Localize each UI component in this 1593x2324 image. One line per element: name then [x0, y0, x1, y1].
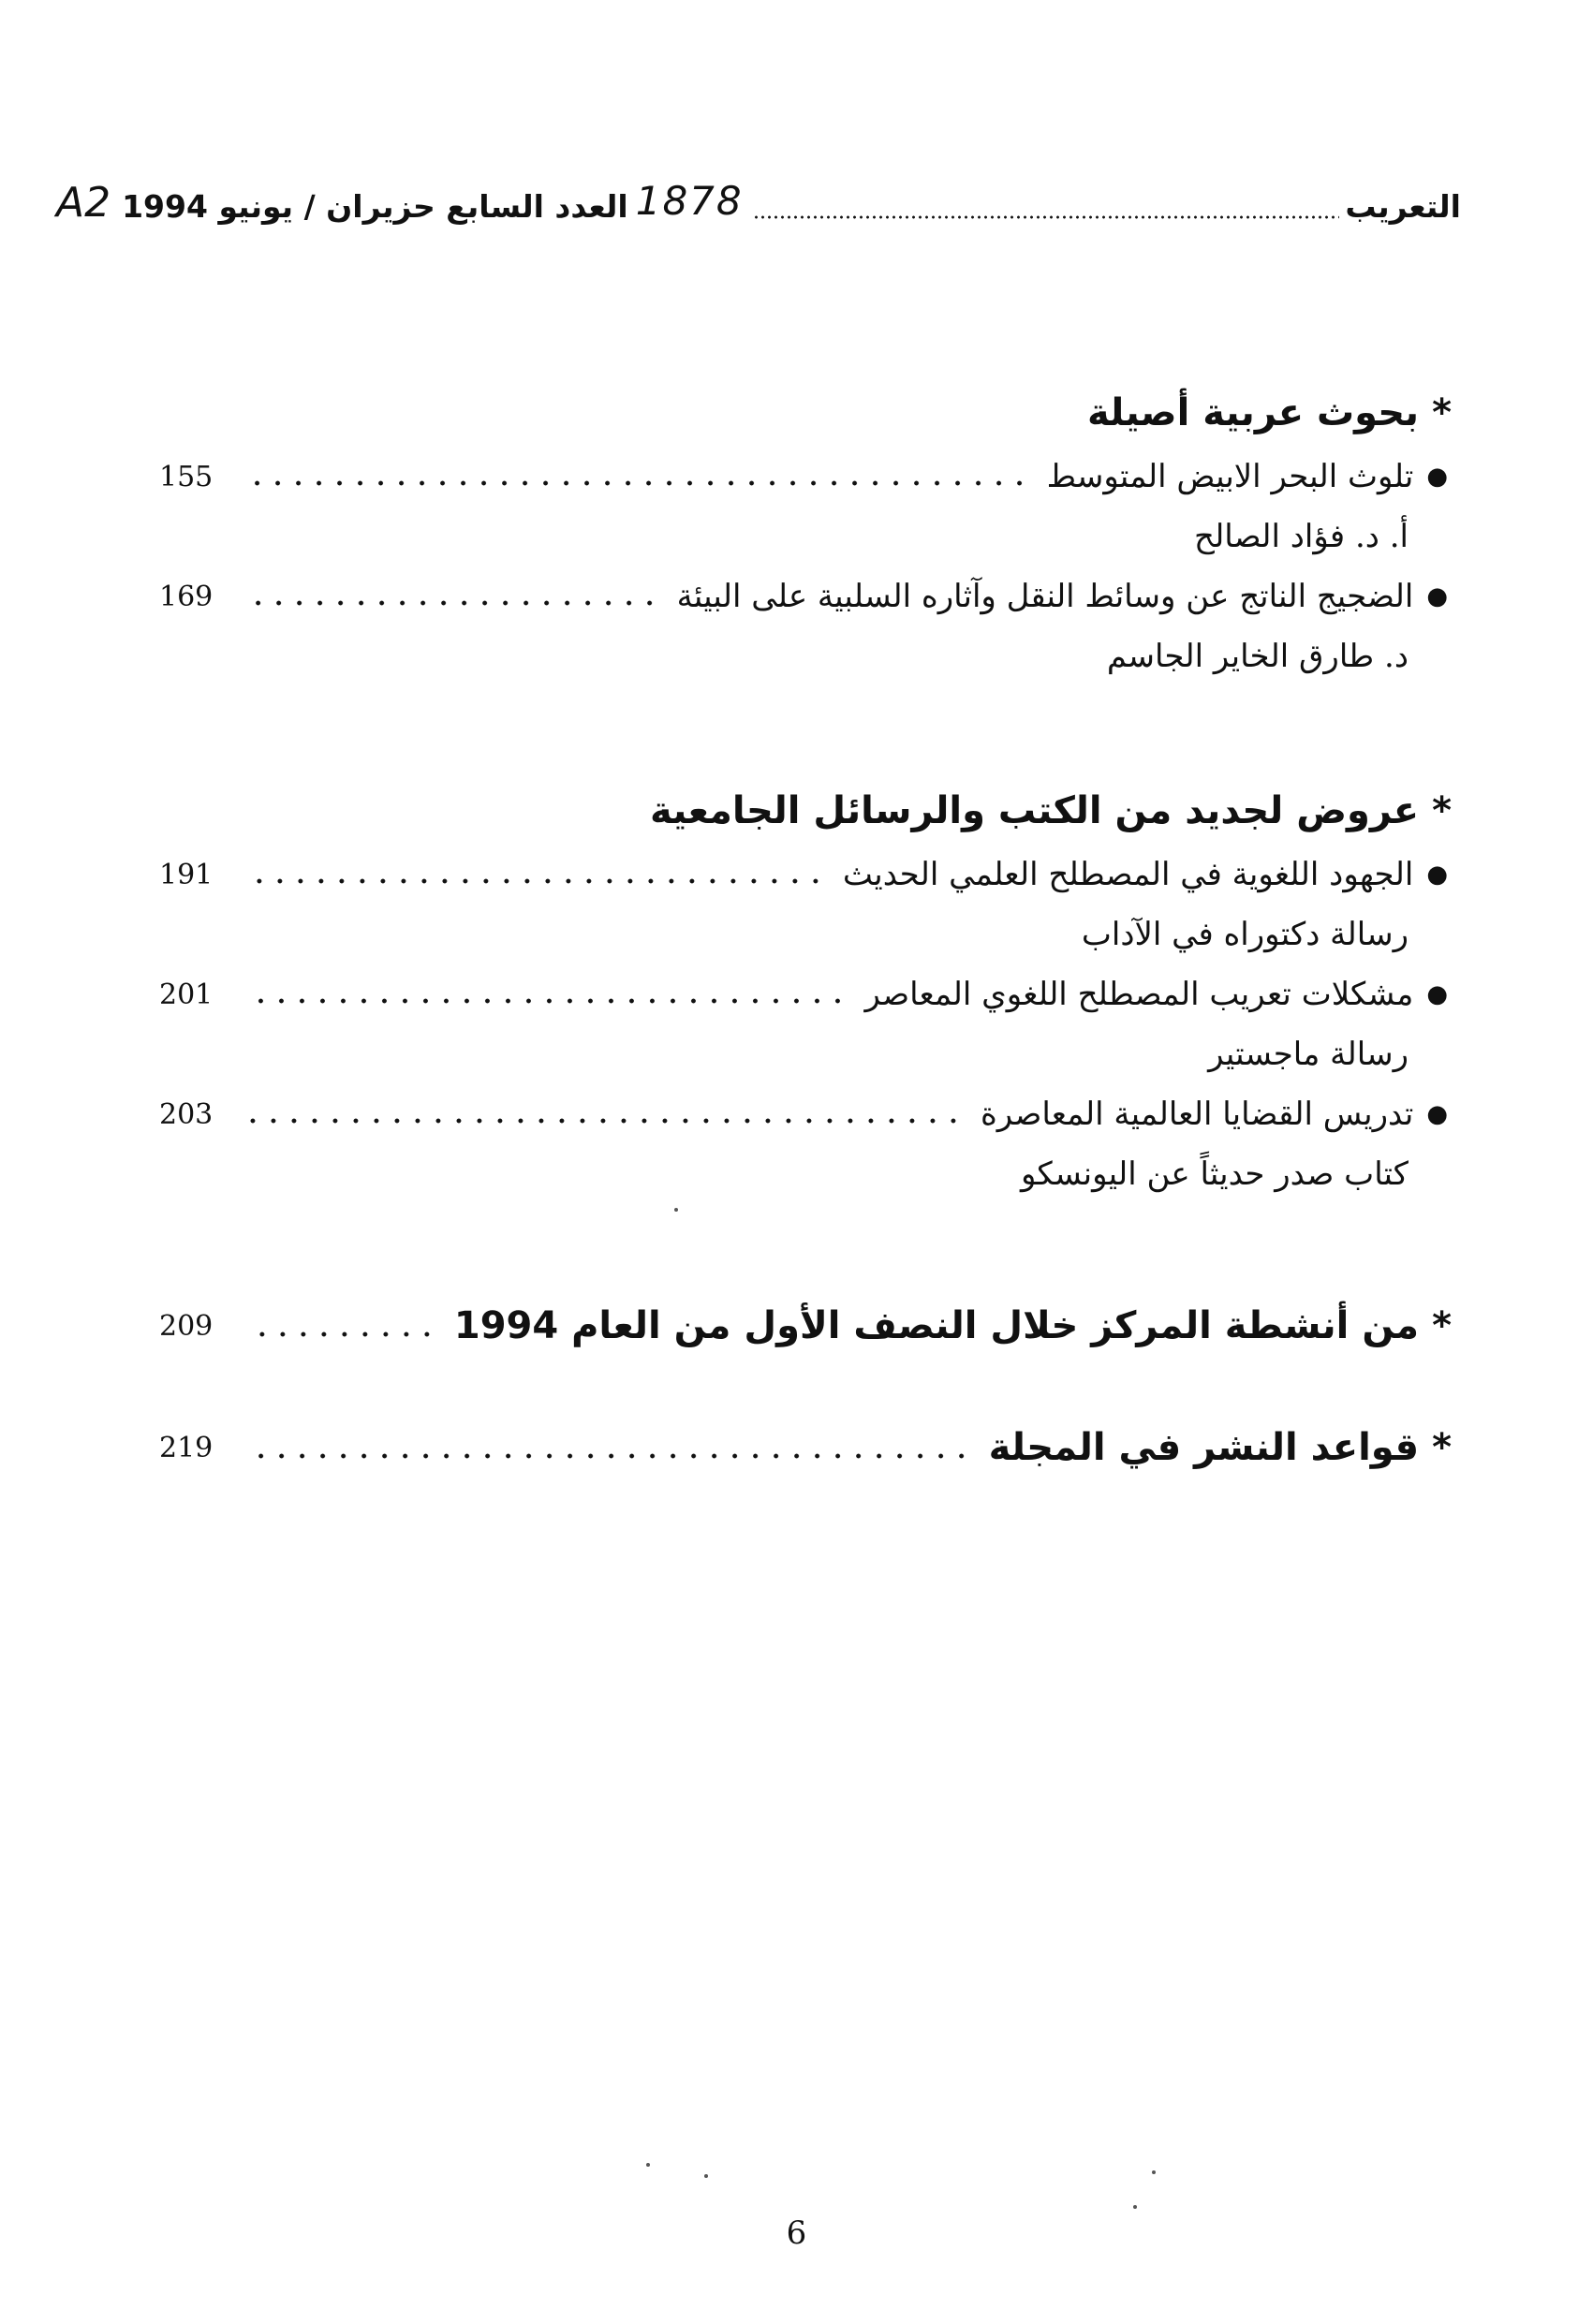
section-title	[159, 777, 1452, 845]
dot-leader	[247, 600, 660, 606]
section-title-text: عروض لجديد من الكتب والرسائل الجامعية	[650, 789, 1420, 832]
entry-title: تلوث البحر الابيض المتوسط	[1046, 458, 1414, 495]
entry-title: تدريس القضايا العالمية المعاصرة	[980, 1096, 1414, 1133]
scan-speck	[674, 1208, 678, 1212]
entry-author: أ. د. فؤاد الصالح	[1194, 518, 1409, 555]
running-header	[56, 178, 1461, 234]
scan-speck	[1133, 2205, 1137, 2209]
toc-section-new-books	[159, 777, 1452, 1204]
section-title	[159, 1292, 1452, 1360]
entry-title: الضجيج الناتج عن وسائط النقل وآثاره السلبية على البيئة	[676, 578, 1414, 615]
page-number: 155	[159, 460, 214, 493]
entry-note: كتاب صدر حديثاً عن اليونسكو	[1020, 1155, 1409, 1193]
toc-entry	[159, 447, 1452, 566]
entry-note: رسالة ماجستير	[1208, 1036, 1409, 1073]
scan-speck	[704, 2174, 708, 2178]
toc-section-publishing-rules	[159, 1414, 1452, 1481]
star-icon: *	[1432, 391, 1452, 434]
toc-section-activities	[159, 1292, 1452, 1360]
page-folio: 6	[786, 2214, 807, 2252]
toc-entry	[159, 1084, 1452, 1204]
dot-leader	[247, 1331, 437, 1337]
star-icon: *	[1432, 1304, 1452, 1347]
dot-leader	[247, 1118, 964, 1124]
issue-label: العدد السابع حزيران / يونيو 1994	[122, 187, 628, 225]
entry-title: مشكلات تعريب المصطلح اللغوي المعاصر	[864, 976, 1414, 1013]
entry-title: الجهود اللغوية في المصطلح العلمي الحديث	[842, 856, 1414, 893]
bullet-icon: ●	[1426, 463, 1448, 491]
bullet-icon: ●	[1426, 860, 1448, 889]
entry-note: رسالة دكتوراه في الآداب	[1081, 916, 1409, 953]
scan-speck	[646, 2163, 650, 2167]
dot-leader	[247, 1453, 972, 1459]
page-number: 203	[159, 1097, 214, 1131]
handwritten-number: 1878	[635, 177, 744, 224]
page-number: 209	[159, 1309, 214, 1343]
page-number: 201	[159, 978, 214, 1011]
page-number: 169	[159, 580, 214, 613]
section-title	[159, 379, 1452, 447]
entry-author: د. طارق الخاير الجاسم	[1106, 638, 1409, 675]
toc-entry	[159, 964, 1452, 1084]
handwritten-code: A2	[56, 178, 111, 227]
bullet-icon: ●	[1426, 980, 1448, 1008]
journal-name: التعريب	[1345, 187, 1461, 225]
dot-leader	[247, 878, 826, 884]
toc-section-original-research	[159, 379, 1452, 686]
star-icon: *	[1432, 789, 1452, 832]
star-icon: *	[1432, 1426, 1452, 1469]
toc-entry	[159, 845, 1452, 964]
header-dot-leader	[753, 215, 1340, 219]
bullet-icon: ●	[1426, 1100, 1448, 1128]
section-title-text: بحوث عربية أصيلة	[1087, 391, 1420, 434]
page-number: 191	[159, 858, 214, 891]
toc-entry	[159, 566, 1452, 686]
section-title	[159, 1414, 1452, 1481]
dot-leader	[247, 998, 848, 1004]
section-title-text: من أنشطة المركز خلال النصف الأول من العام 1994	[453, 1304, 1420, 1347]
page-number: 219	[159, 1431, 214, 1464]
scan-speck	[1152, 2170, 1156, 2174]
section-title-text: قواعد النشر في المجلة	[988, 1426, 1420, 1469]
bullet-icon: ●	[1426, 582, 1448, 610]
dot-leader	[247, 480, 1030, 486]
